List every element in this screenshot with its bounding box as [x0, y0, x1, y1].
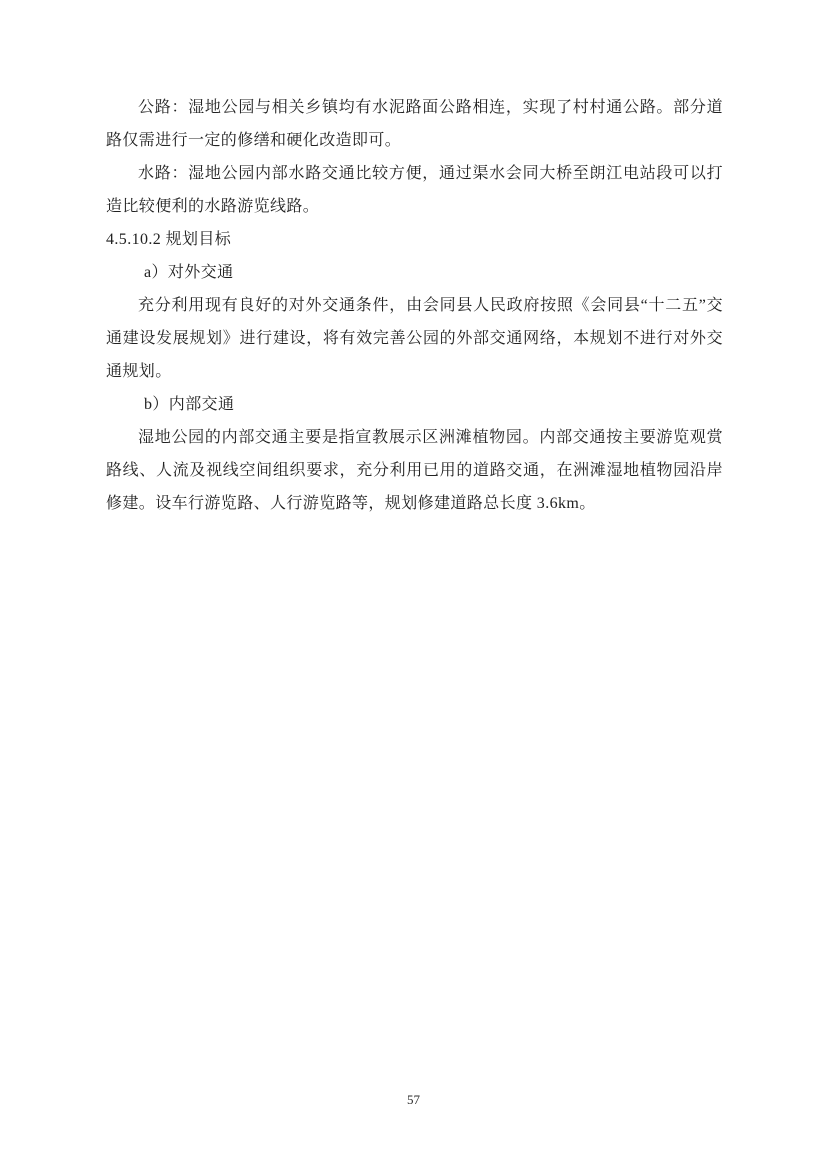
paragraph-internal-traffic: 湿地公园的内部交通主要是指宣教展示区洲滩植物园。内部交通按主要游览观赏路线、人流及视线空间组织要求，充分利用已用的道路交通，在洲滩湿地植物园沿岸修建。设车行游览路、人行游览路等，规划修建道路总长度 3.6km。	[106, 429, 723, 512]
page-number: 57	[407, 1092, 420, 1107]
section-heading: 4.5.10.2 规划目标	[106, 231, 232, 248]
paragraph-waterway: 水路：湿地公园内部水路交通比较方便，通过渠水会同大桥至朗江电站段可以打造比较便利的水路游览线路。	[106, 165, 723, 215]
list-item-a-external-traffic: a）对外交通	[144, 264, 234, 281]
paragraph-external-traffic: 充分利用现有良好的对外交通条件，由会同县人民政府按照《会同县“十二五”交通建设发展规划》进行建设，将有效完善公园的外部交通网络，本规划不进行对外交通规划。	[106, 297, 723, 380]
document-body	[106, 91, 723, 520]
paragraph-highway: 公路：湿地公园与相关乡镇均有水泥路面公路相连，实现了村村通公路。部分道路仅需进行一定的修缮和硬化改造即可。	[106, 99, 723, 149]
list-item-b-internal-traffic: b）内部交通	[144, 396, 235, 413]
